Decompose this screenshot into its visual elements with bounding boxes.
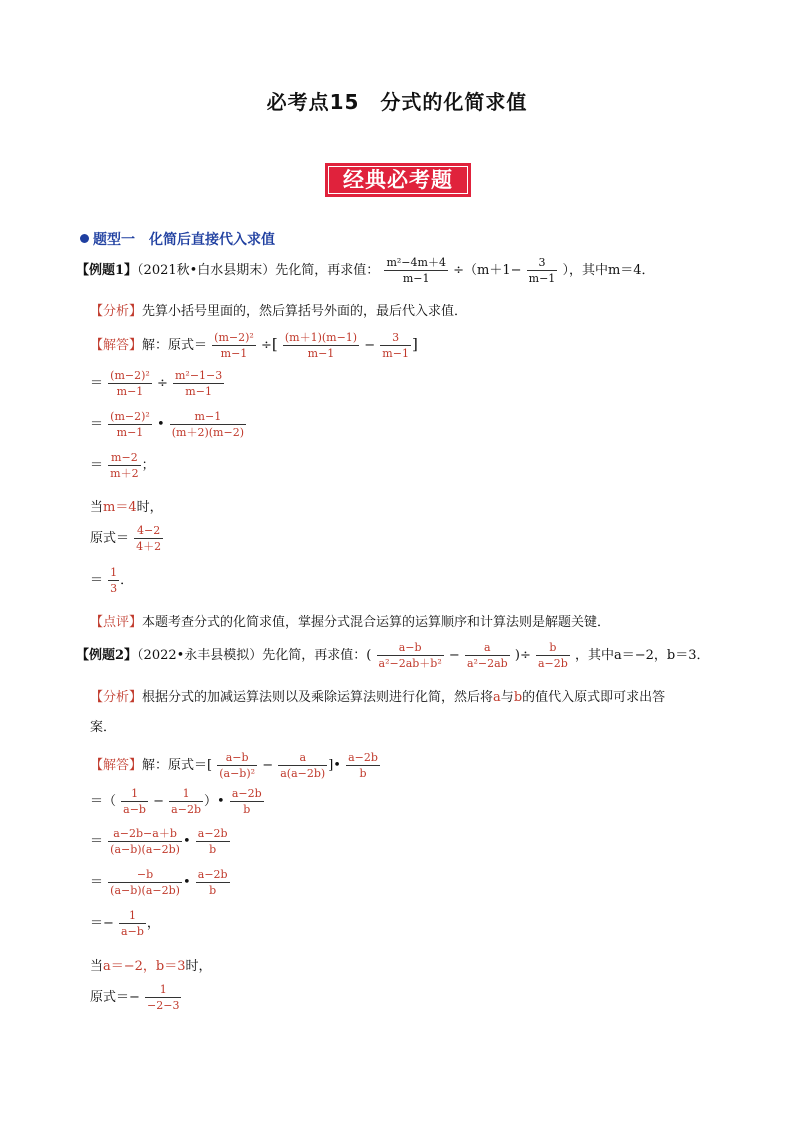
example-2-when: 当a＝−2，b＝3时， bbox=[90, 959, 212, 974]
condition: a＝−2，b＝3． bbox=[613, 648, 710, 663]
example-label: 【例题2】 bbox=[76, 648, 138, 663]
fraction: $\frac{m-2}{m+2}$ bbox=[110, 451, 139, 480]
fraction: $\frac{a-b}{\text{a²−2ab＋b²}}$ bbox=[378, 641, 442, 670]
example-2-step-5: ＝− $\frac{1}{a-b}$ ， bbox=[90, 909, 160, 938]
fraction: $\frac{3}{m-1}$ bbox=[528, 256, 556, 285]
fraction: $\frac{a-b}{\text{(a−b)²}}$ bbox=[219, 751, 256, 780]
banner-label: 经典必考题 bbox=[328, 166, 468, 194]
section-heading bbox=[80, 229, 275, 249]
example-2-step-6: 原式＝− $\frac{1}{-2-3}$ bbox=[90, 983, 180, 1012]
section-banner bbox=[325, 163, 471, 197]
fraction: $\frac{1}{a-2b}$ bbox=[171, 787, 201, 816]
example-1-result: ＝ $\frac{1}{3}$ ． bbox=[90, 566, 134, 595]
substitution-value: m＝4 bbox=[103, 500, 137, 515]
example-2-step-1: 【解答】解：原式＝[ $\frac{a-b}{\text{(a−b)²}}$ − $\frac{a}{a(a-2b)}$ ]• $\frac{a-2b}{b}$ bbox=[90, 751, 378, 780]
example-2-analysis-cont: 案． bbox=[90, 720, 117, 735]
example-2-question: 【例题2】（2022•永丰县模拟）先化简，再求值：( $\frac{a-b}{\text{a²−2ab＋b²}}$ − $\frac{a}{\text{a²−2ab}}$ )÷ $\frac{b}{a-2b}$ ，其中a＝−2，b＝3． bbox=[76, 641, 710, 670]
example-1-step-4: ＝ $\frac{m-2}{m+2}$ ； bbox=[90, 451, 155, 480]
example-label: 【例题1】 bbox=[76, 263, 138, 278]
fraction: $\frac{a-2b}{b}$ bbox=[197, 827, 228, 856]
fraction: $\frac{1}{3}$ bbox=[110, 566, 118, 595]
section-heading-text: 题型一 化简后直接代入求值 bbox=[93, 232, 275, 248]
analysis-label: 【分析】 bbox=[90, 304, 143, 319]
fraction: $\frac{a}{a(a-2b)}$ bbox=[280, 751, 326, 780]
example-2-step-4: ＝ $\frac{-b}{(a-b)(a-2b)}$ • $\frac{a-2b}{b}$ bbox=[90, 868, 228, 897]
fraction: $\frac{a-2b}{b}$ bbox=[197, 868, 228, 897]
fraction: $\frac{\text{m²−1−3}}{m-1}$ bbox=[174, 369, 223, 398]
example-1-question bbox=[76, 255, 655, 286]
example-1-step-3: ＝ $\frac{\text{(m−2)²}}{m-1}$ • $\frac{m-1}{(m+2)(m-2)}$ bbox=[90, 410, 244, 439]
fraction: $\frac{(m+1)(m-1)}{m-1}$ bbox=[284, 331, 358, 360]
comment-text: 本题考查分式的化简求值，掌握分式混合运算的运算顺序和计算法则是解题关键． bbox=[142, 615, 611, 630]
answer-label: 【解答】 bbox=[90, 338, 143, 353]
example-source: （2022•永丰县模拟）先化简，再求值：( bbox=[137, 648, 372, 663]
example-2-step-2: ＝（ $\frac{1}{a-b}$ − $\frac{1}{a-2b}$ ）• $\frac{a-2b}{b}$ bbox=[90, 787, 262, 816]
example-1-analysis bbox=[90, 300, 467, 319]
answer-intro: 解：原式＝ bbox=[142, 338, 208, 353]
fraction: $\frac{1}{a-b}$ bbox=[123, 787, 146, 816]
answer-label: 【解答】 bbox=[90, 758, 143, 773]
example-1-step-1: 【解答】解：原式＝ $\frac{\text{(m−2)²}}{m-1}$ ÷[ $\frac{(m+1)(m-1)}{m-1}$ − $\frac{3}{m-1}$ ] bbox=[90, 331, 418, 360]
example-2-step-3: ＝ $\frac{a-2b-a+b}{(a-b)(a-2b)}$ • $\frac{a-2b}{b}$ bbox=[90, 827, 228, 856]
condition: m＝4． bbox=[607, 263, 655, 278]
comment-label: 【点评】 bbox=[90, 615, 143, 630]
fraction: $\frac{m-1}{(m+2)(m-2)}$ bbox=[171, 410, 244, 439]
analysis-text: 先算小括号里面的，然后算括号外面的，最后代入求值． bbox=[142, 304, 468, 319]
example-source: （2021秋•白水县期末）先化简，再求值： bbox=[137, 263, 380, 278]
text: ），其中 bbox=[562, 263, 608, 278]
page-title: 必考点15 分式的化简求值 bbox=[266, 90, 528, 114]
example-1-step-5: 原式＝ $\frac{4-2}{4+2}$ bbox=[90, 524, 162, 553]
fraction: $\frac{b}{a-2b}$ bbox=[537, 641, 568, 670]
fraction: $\frac{a}{\text{a²−2ab}}$ bbox=[466, 641, 508, 670]
fraction: $\frac{\text{(m−2)²}}{m-1}$ bbox=[214, 331, 254, 360]
fraction: $\frac{1}{a-b}$ bbox=[121, 909, 144, 938]
bullet-icon bbox=[80, 234, 89, 243]
fraction: $\frac{3}{m-1}$ bbox=[382, 331, 409, 360]
fraction: $\frac{4-2}{4+2}$ bbox=[136, 524, 162, 553]
substitution-value: a＝−2，b＝3 bbox=[103, 959, 186, 974]
fraction: $\frac{\text{(m−2)²}}{m-1}$ bbox=[110, 410, 150, 439]
fraction: $\frac{a-2b}{b}$ bbox=[348, 751, 378, 780]
example-1-comment bbox=[90, 611, 610, 630]
example-1-step-2: ＝ $\frac{\text{(m−2)²}}{m-1}$ ÷ $\frac{\text{m²−1−3}}{m-1}$ bbox=[90, 369, 223, 398]
fraction: $\frac{1}{-2-3}$ bbox=[147, 983, 180, 1012]
analysis-label: 【分析】 bbox=[90, 690, 143, 705]
fraction: $\frac{\text{(m−2)²}}{m-1}$ bbox=[110, 369, 150, 398]
fraction: $\frac{a-2b}{b}$ bbox=[231, 787, 262, 816]
answer-intro: 解：原式＝[ bbox=[142, 758, 213, 773]
fraction: $\frac{-b}{(a-b)(a-2b)}$ bbox=[110, 868, 180, 897]
fraction: $\frac{\text{m²−4m＋4}}{m-1}$ bbox=[386, 256, 446, 285]
expression: m＋1− bbox=[477, 263, 522, 278]
example-1-when: 当m＝4时， bbox=[90, 500, 163, 515]
example-2-analysis: 【分析】根据分式的加减运算法则以及乘除运算法则进行化简，然后将a与b的值代入原式即可求出答 bbox=[90, 690, 666, 705]
fraction: $\frac{a-2b-a+b}{(a-b)(a-2b)}$ bbox=[110, 827, 180, 856]
operator: ÷（ bbox=[453, 263, 477, 278]
